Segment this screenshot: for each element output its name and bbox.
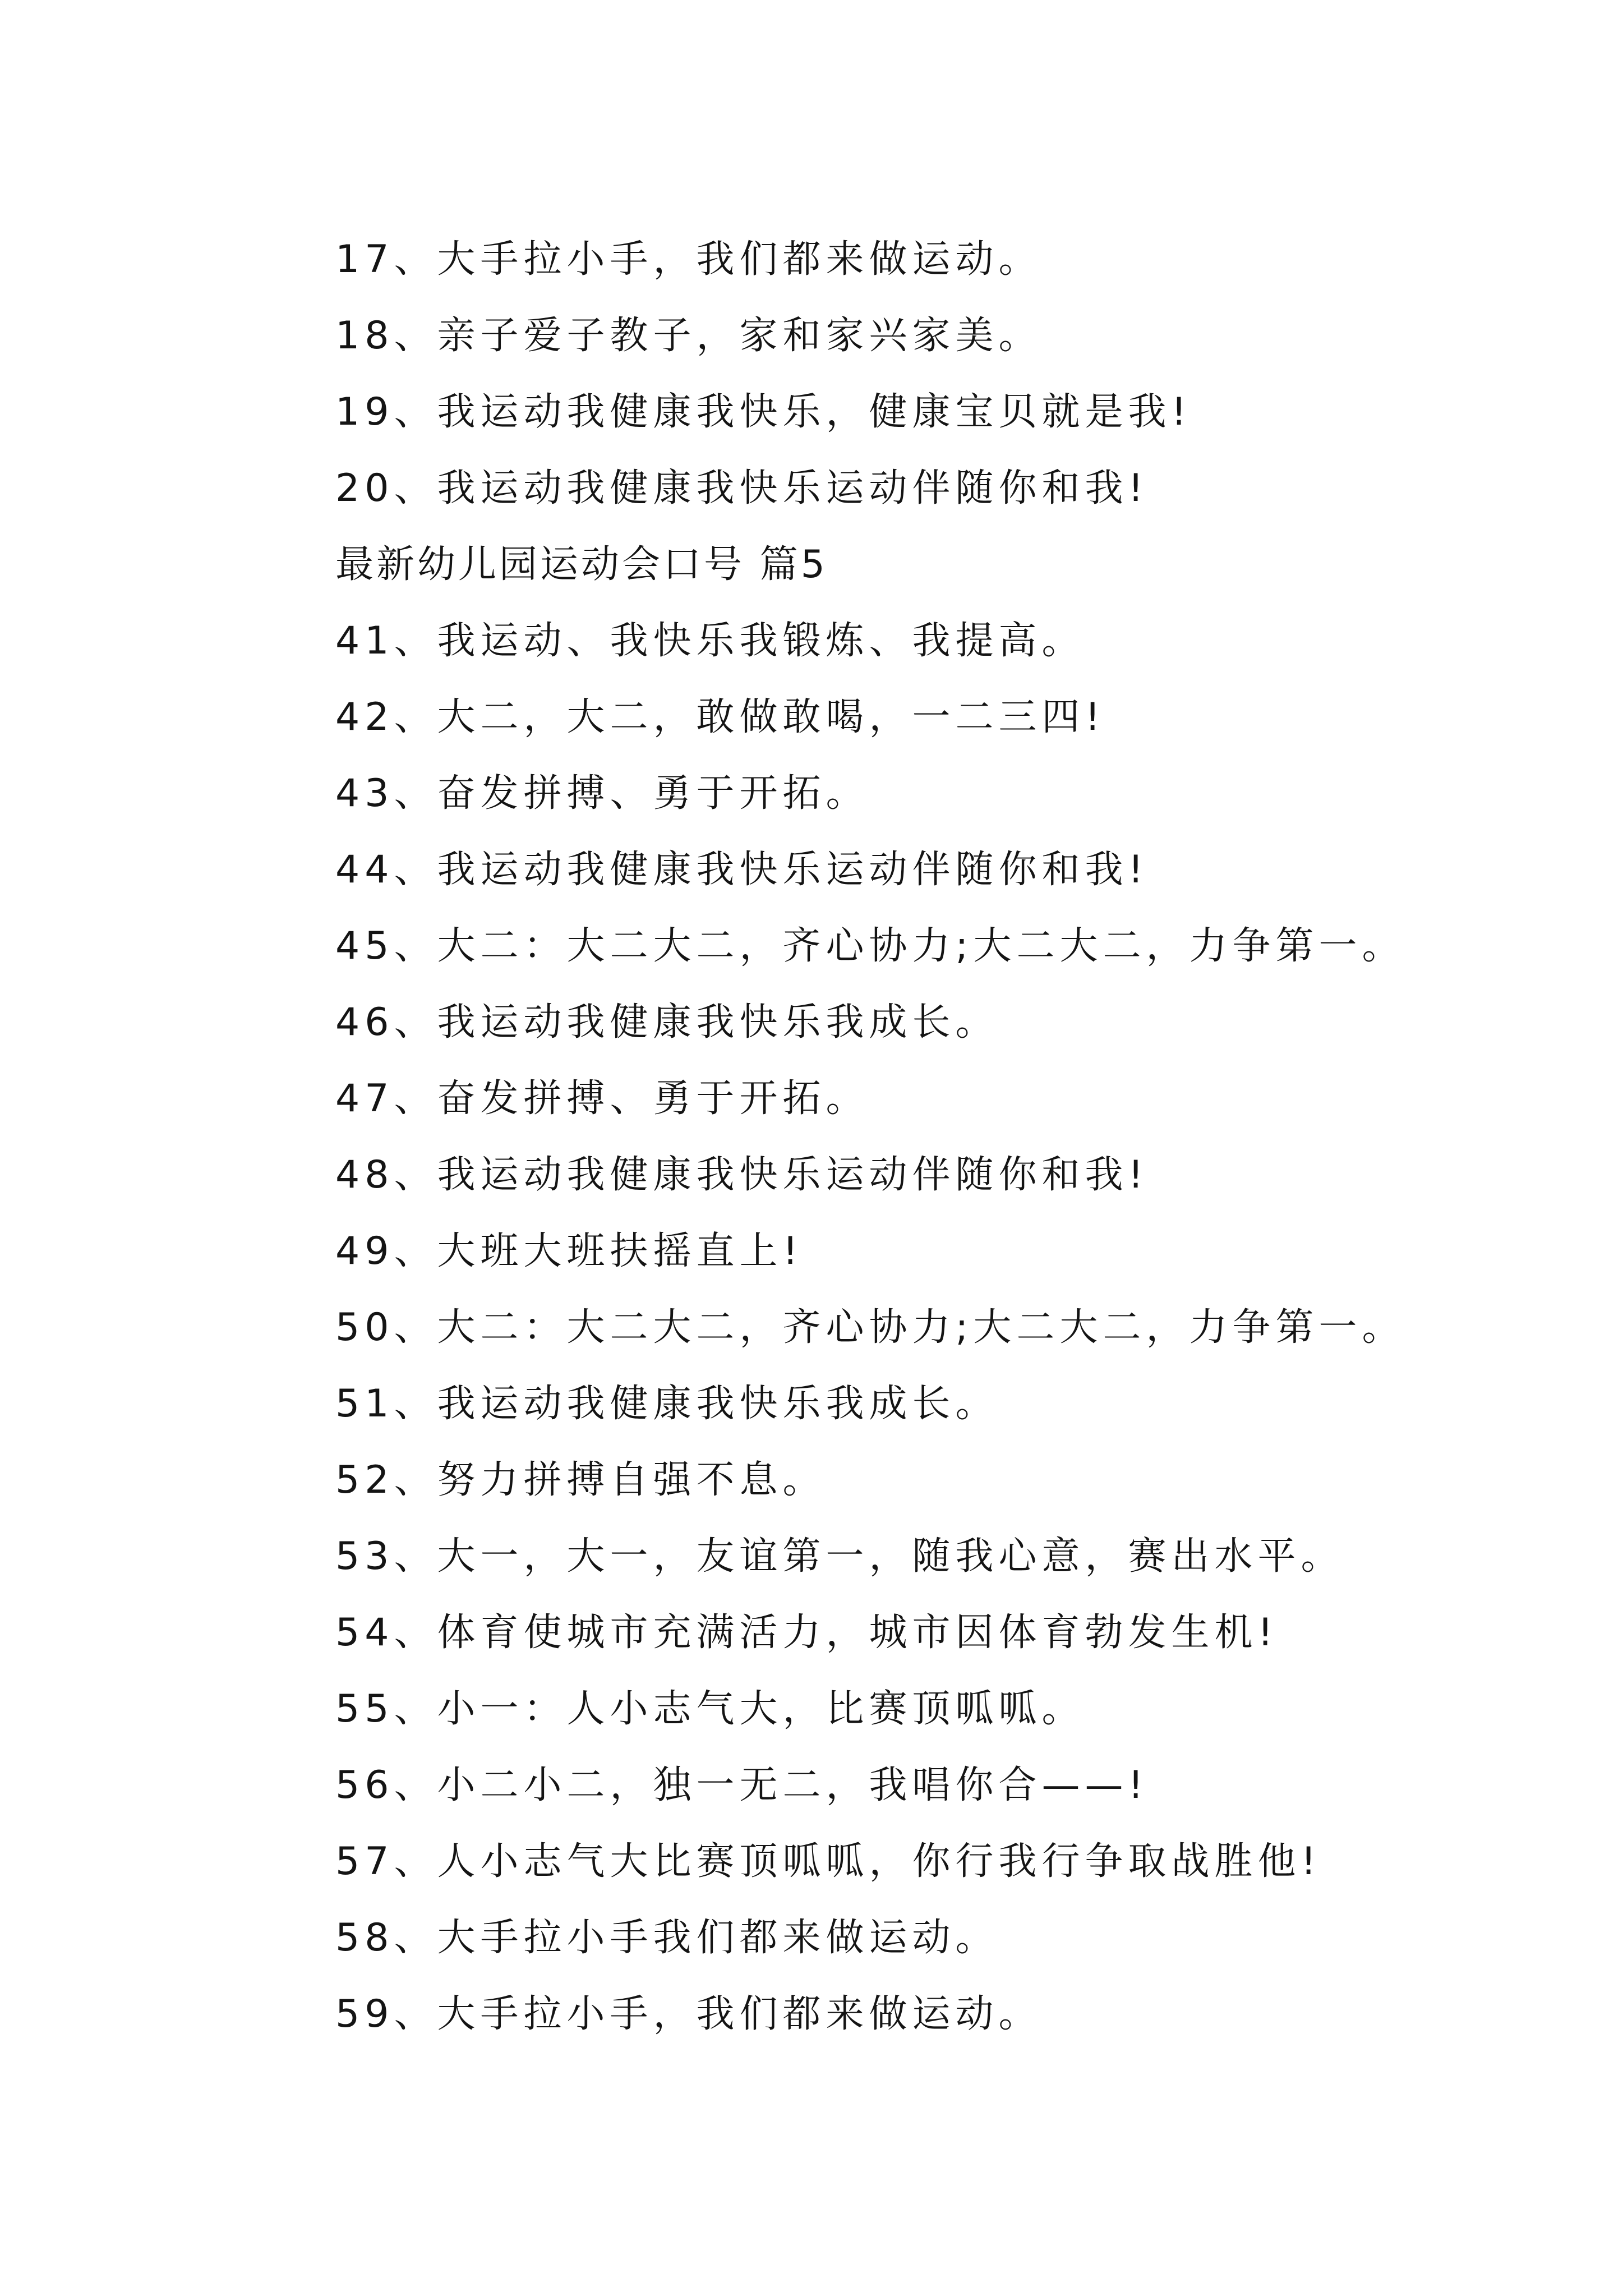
slogan-line-59: 59、大手拉小手，我们都来做运动。	[335, 1992, 1042, 2036]
slogan-line-46: 46、我运动我健康我快乐我成长。	[335, 1000, 999, 1045]
slogan-line-44: 44、我运动我健康我快乐运动伴随你和我!	[335, 848, 1149, 892]
slogan-line-45: 45、大二：大二大二，齐心协力;大二大二，力争第一。	[335, 924, 1405, 968]
slogan-line-47: 47、奋发拼搏、勇于开拓。	[335, 1076, 869, 1121]
slogan-line-49: 49、大班大班扶摇直上!	[335, 1229, 803, 1273]
slogan-line-42: 42、大二，大二，敢做敢喝，一二三四!	[335, 695, 1105, 739]
section-heading: 最新幼儿园运动会口号 篇5	[335, 542, 828, 587]
slogan-line-17: 17、大手拉小手，我们都来做运动。	[335, 237, 1042, 282]
slogan-line-53: 53、大一，大一，友谊第一，随我心意，赛出水平。	[335, 1534, 1344, 1579]
slogan-line-52: 52、努力拼搏自强不息。	[335, 1458, 826, 1502]
slogan-line-19: 19、我运动我健康我快乐，健康宝贝就是我!	[335, 390, 1192, 434]
slogan-line-48: 48、我运动我健康我快乐运动伴随你和我!	[335, 1153, 1149, 1197]
slogan-line-43: 43、奋发拼搏、勇于开拓。	[335, 771, 869, 816]
slogan-line-51: 51、我运动我健康我快乐我成长。	[335, 1382, 999, 1426]
slogan-line-57: 57、人小志气大比赛顶呱呱，你行我行争取战胜他!	[335, 1839, 1321, 1884]
document-body	[335, 222, 1485, 2053]
slogan-line-58: 58、大手拉小手我们都来做运动。	[335, 1916, 999, 1960]
slogan-line-54: 54、体育使城市充满活力，城市因体育勃发生机!	[335, 1611, 1278, 1655]
slogan-line-18: 18、亲子爱子教子，家和家兴家美。	[335, 314, 1042, 358]
slogan-line-20: 20、我运动我健康我快乐运动伴随你和我!	[335, 466, 1149, 510]
slogan-line-56: 56、小二小二，独一无二，我唱你合——!	[335, 1763, 1149, 1807]
slogan-line-50: 50、大二：大二大二，齐心协力;大二大二，力争第一。	[335, 1305, 1405, 1350]
slogan-line-41: 41、我运动、我快乐我锻炼、我提高。	[335, 619, 1085, 663]
slogan-line-55: 55、小一：人小志气大，比赛顶呱呱。	[335, 1687, 1085, 1731]
